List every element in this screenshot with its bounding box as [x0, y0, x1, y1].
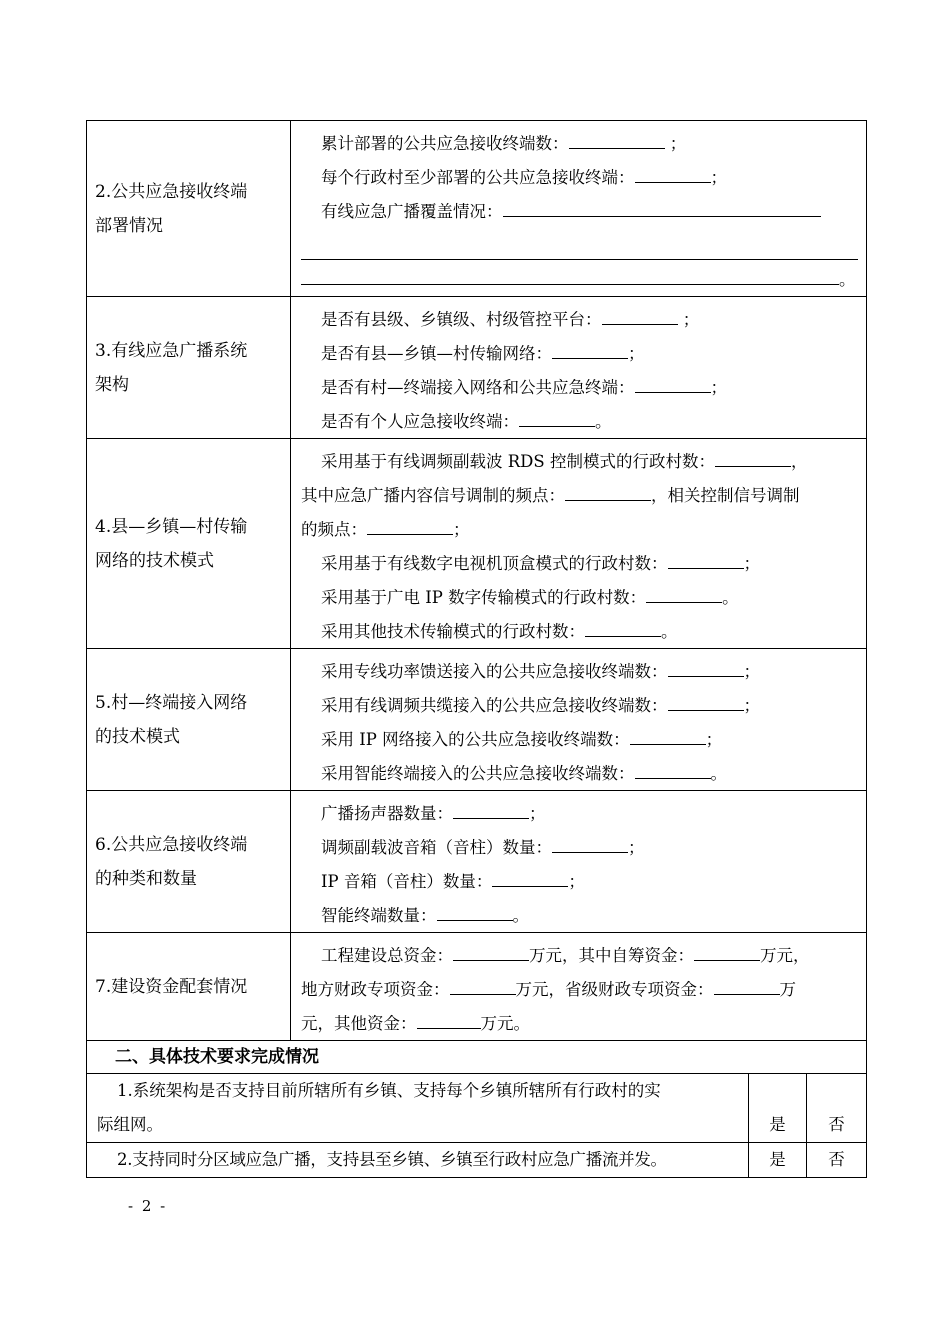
fill-blank[interactable]: [602, 300, 678, 325]
row-content: [291, 297, 867, 439]
fill-blank[interactable]: [503, 192, 821, 217]
fill-blank[interactable]: [668, 544, 744, 569]
row-label-line: 的种类和数量: [95, 868, 197, 889]
fill-blank[interactable]: [552, 334, 628, 359]
fill-blank[interactable]: [646, 578, 722, 603]
content-line: 采用基于有线调频副载波 RDS 控制模式的行政村数： ，: [301, 442, 858, 476]
row-label: [87, 439, 291, 649]
row-label-line: 3.有线应急广播系统: [95, 340, 248, 361]
row-label-line: 2.公共应急接收终端: [95, 181, 248, 202]
row-label: [87, 791, 291, 933]
page-number: - 2 -: [128, 1197, 168, 1215]
fill-blank[interactable]: [565, 476, 651, 501]
row-content: [291, 933, 867, 1041]
fill-blank[interactable]: [552, 828, 628, 853]
fill-blank[interactable]: [585, 612, 661, 637]
content-line: 是否有县—乡镇—村传输网络： ；: [301, 334, 858, 368]
content-line: 采用专线功率馈送接入的公共应急接收终端数： ；: [301, 652, 858, 686]
requirement-row: [87, 1143, 867, 1178]
row-label-line: 网络的技术模式: [95, 550, 214, 571]
content-line: 采用基于广电 IP 数字传输模式的行政村数： 。: [301, 578, 858, 612]
content-line: 采用有线调频共缆接入的公共应急接收终端数： ；: [301, 686, 858, 720]
content-line: 广播扬声器数量： ；: [301, 794, 858, 828]
requirement-line: 2.支持同时分区域应急广播，支持县至乡镇、乡镇至行政村应急广播流并发。: [117, 1150, 667, 1169]
content-line: 工程建设总资金： 万元，其中自筹资金： 万元，: [301, 936, 858, 970]
fill-blank[interactable]: [635, 158, 711, 183]
fill-blank[interactable]: [453, 794, 529, 819]
row-label: [87, 933, 291, 1041]
content-line: 地方财政专项资金： 万元，省级财政专项资金： 万: [301, 970, 858, 1004]
fill-blank[interactable]: [519, 402, 595, 427]
content-line: 是否有县级、乡镇级、村级管控平台： ；: [301, 300, 858, 334]
fill-blank[interactable]: [569, 124, 665, 149]
content-line: 元，其他资金： 万元。: [301, 1004, 858, 1038]
fill-blank[interactable]: [301, 260, 839, 285]
row-label: [87, 649, 291, 791]
row-label-line: 7.建设资金配套情况: [95, 976, 248, 997]
fill-blank[interactable]: [437, 896, 513, 921]
fill-blank[interactable]: [301, 226, 858, 260]
row-content: [291, 649, 867, 791]
fill-blank[interactable]: [668, 686, 744, 711]
fill-blank[interactable]: [367, 510, 453, 535]
fill-blank[interactable]: [668, 652, 744, 677]
content-line: 的频点： ；: [301, 510, 858, 544]
section-heading: 二、具体技术要求完成情况: [87, 1041, 867, 1074]
no-option[interactable]: 否: [807, 1143, 867, 1178]
row-content: [291, 791, 867, 933]
fill-blank[interactable]: [694, 936, 760, 961]
content-line: 是否有个人应急接收终端： 。: [301, 402, 858, 436]
content-line: 有线应急广播覆盖情况：: [301, 192, 858, 226]
fill-blank[interactable]: [635, 368, 711, 393]
content-line: 调频副载波音箱（音柱）数量： ；: [301, 828, 858, 862]
table-row: [87, 121, 867, 297]
row-label-line: 4.县—乡镇—村传输: [95, 516, 248, 537]
content-line: IP 音箱（音柱）数量： ；: [301, 862, 858, 896]
fill-blank[interactable]: [630, 720, 706, 745]
row-label-line: 5.村—终端接入网络: [95, 692, 248, 713]
fill-blank[interactable]: [453, 936, 529, 961]
content-line: 智能终端数量： 。: [301, 896, 858, 930]
row-label-line: 架构: [95, 374, 129, 395]
info-table: [86, 120, 867, 1178]
row-label-line: 6.公共应急接收终端: [95, 834, 248, 855]
yes-option[interactable]: 是: [749, 1143, 807, 1178]
row-label: [87, 297, 291, 439]
content-line: 采用基于有线数字电视机顶盒模式的行政村数： ；: [301, 544, 858, 578]
content-line: 采用智能终端接入的公共应急接收终端数： 。: [301, 754, 858, 788]
requirement-row: [87, 1074, 867, 1143]
content-line: 。: [301, 260, 858, 294]
fill-blank[interactable]: [635, 754, 711, 779]
row-label: [87, 121, 291, 297]
table-row: [87, 649, 867, 791]
content-line: 是否有村—终端接入网络和公共应急终端： ；: [301, 368, 858, 402]
content-line: 累计部署的公共应急接收终端数： ；: [301, 124, 858, 158]
fill-blank[interactable]: [715, 442, 791, 467]
no-option[interactable]: 否: [807, 1074, 867, 1143]
content-line: 采用其他技术传输模式的行政村数： 。: [301, 612, 858, 646]
fill-blank[interactable]: [450, 970, 516, 995]
fill-blank[interactable]: [417, 1004, 481, 1029]
section-heading-row: [87, 1041, 867, 1074]
table-row: [87, 439, 867, 649]
requirement-line: 际组网。: [97, 1115, 163, 1134]
table-row: [87, 933, 867, 1041]
row-content: [291, 121, 867, 297]
fill-blank[interactable]: [492, 862, 568, 887]
content-line: 每个行政村至少部署的公共应急接收终端： ；: [301, 158, 858, 192]
requirement-line: 1.系统架构是否支持目前所辖所有乡镇、支持每个乡镇所辖所有行政村的实: [117, 1081, 661, 1100]
content-line: 采用 IP 网络接入的公共应急接收终端数： ；: [301, 720, 858, 754]
table-row: [87, 297, 867, 439]
row-label-line: 的技术模式: [95, 726, 180, 747]
fill-blank[interactable]: [714, 970, 780, 995]
requirement-text: [87, 1143, 749, 1178]
row-label-line: 部署情况: [95, 215, 163, 236]
row-content: [291, 439, 867, 649]
requirement-text: [87, 1074, 749, 1143]
content-line: 其中应急广播内容信号调制的频点： ，相关控制信号调制: [301, 476, 858, 510]
table-row: [87, 791, 867, 933]
yes-option[interactable]: 是: [749, 1074, 807, 1143]
